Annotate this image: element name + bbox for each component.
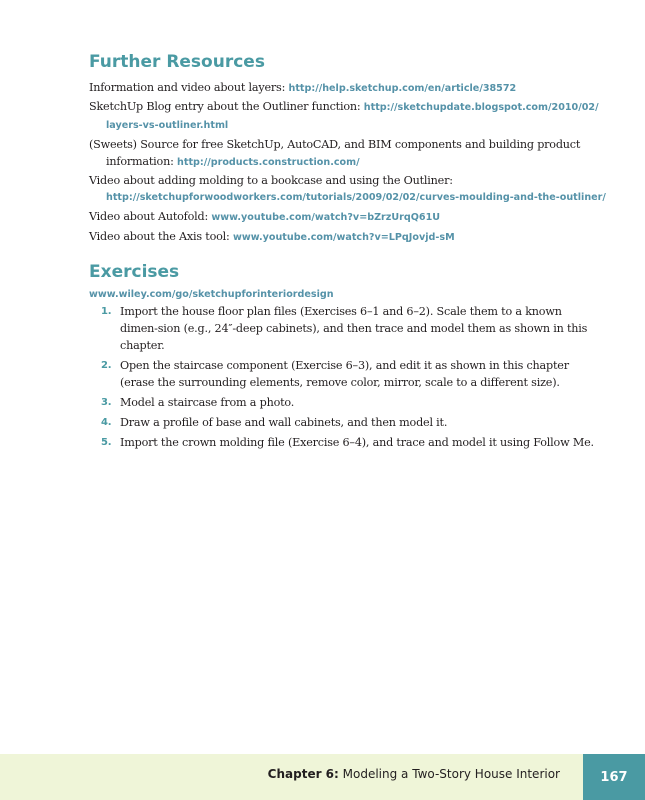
page-footer <box>0 754 645 800</box>
exercise-item <box>89 357 594 391</box>
resource-text: Information and video about layers: <box>89 81 286 94</box>
resource-item-autofold <box>89 208 589 226</box>
resource-item-molding-video <box>89 172 606 206</box>
resource-item-sweets <box>89 136 606 171</box>
exercise-item <box>89 303 594 354</box>
resource-text: (Sweets) Source for free SketchUp, AutoCAD, and BIM components and building product information: <box>89 138 581 168</box>
exercise-item <box>89 394 594 411</box>
exercises-heading: Exercises <box>89 262 180 282</box>
exercise-number: 3. <box>101 397 112 408</box>
page-number: 167 <box>583 754 645 800</box>
exercise-number: 1. <box>101 306 112 317</box>
resource-link-continued[interactable]: layers-vs-outliner.html <box>106 120 229 131</box>
chapter-running-head <box>268 767 560 781</box>
exercise-number: 4. <box>101 417 112 428</box>
exercise-number: 2. <box>101 360 112 371</box>
exercise-text: Model a staircase from a photo. <box>120 396 295 409</box>
resource-link[interactable]: http://sketchupforwoodworkers.com/tutorials/2009/02/02/curves-moulding-and-the-outliner/ <box>106 192 606 203</box>
resource-item-layers <box>89 79 589 97</box>
resource-item-outliner-blog <box>89 98 606 134</box>
resource-item-axis-tool <box>89 228 589 246</box>
chapter-label: Chapter 6: <box>267 767 339 781</box>
resource-text: Video about the Axis tool: <box>89 230 230 243</box>
further-resources-heading: Further Resources <box>89 52 265 72</box>
exercise-text: Import the house floor plan files (Exercises 6–1 and 6–2). Scale them to a known dimen-sion (e.g., 24″-deep cabinets), and then trace and model them as shown in this chapter. <box>120 305 588 352</box>
exercise-number: 5. <box>101 437 112 448</box>
exercise-text: Import the crown molding file (Exercise 6–4), and trace and model it using Follow Me. <box>120 436 594 449</box>
chapter-title: Modeling a Two-Story House Interior <box>342 767 560 781</box>
resource-link[interactable]: www.youtube.com/watch?v=LPqJovjd-sM <box>232 232 455 243</box>
resource-text: SketchUp Blog entry about the Outliner function: <box>89 100 361 113</box>
exercise-text: Draw a profile of base and wall cabinets, and then model it. <box>120 416 448 429</box>
exercise-item <box>89 434 594 451</box>
exercise-text: Open the staircase component (Exercise 6–3), and edit it as shown in this chapter (erase the surrounding elements, remove color, mirror, scale to a different size). <box>120 359 569 389</box>
exercise-list <box>89 303 594 454</box>
exercises-link[interactable]: www.wiley.com/go/sketchupforinteriordesign <box>89 289 334 300</box>
resource-link[interactable]: http://help.sketchup.com/en/article/38572 <box>288 83 517 94</box>
resource-link[interactable]: http://sketchupdate.blogspot.com/2010/02/ <box>363 102 599 113</box>
resource-link[interactable]: http://products.construction.com/ <box>177 157 360 168</box>
exercise-item <box>89 414 594 431</box>
resource-text: Video about adding molding to a bookcase and using the Outliner: <box>89 174 453 187</box>
resource-link[interactable]: www.youtube.com/watch?v=bZrzUrqQ61U <box>211 212 441 223</box>
resource-text: Video about Autofold: <box>89 210 209 223</box>
